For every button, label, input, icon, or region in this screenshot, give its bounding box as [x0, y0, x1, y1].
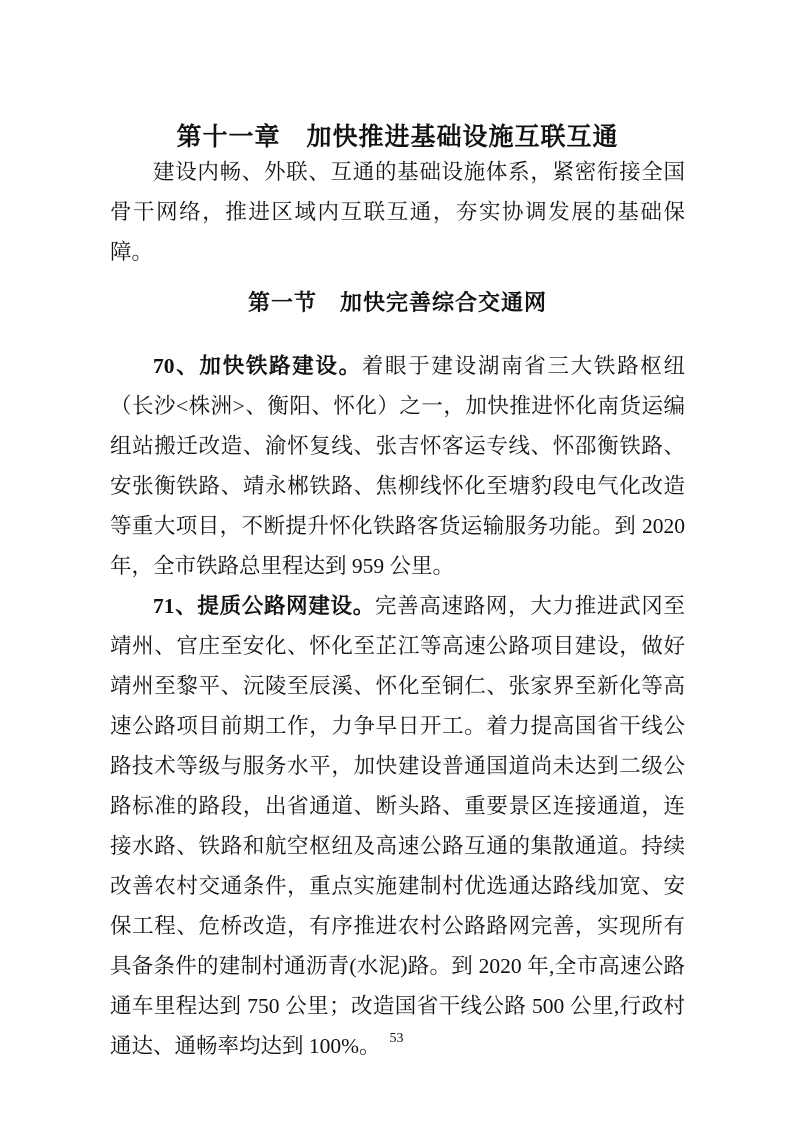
paragraph-70 [110, 346, 685, 586]
page-number: 53 [389, 1031, 404, 1046]
paragraph-70-lead: 70、加快铁路建设。 [153, 354, 362, 378]
section-title: 第一节 加快完善综合交通网 [247, 290, 547, 315]
intro-paragraph: 建设内畅、外联、互通的基础设施体系，紧密衔接全国骨干网络，推进区域内互联互通，夯实协调发展的基础保障。 [110, 160, 685, 264]
chapter-title: 第十一章 加快推进基础设施互联互通 [176, 123, 619, 151]
paragraph-71-body: 完善高速路网，大力推进武冈至靖州、官庄至安化、怀化至芷江等高速公路项目建设，做好靖州至黎平、沅陵至辰溪、怀化至铜仁、张家界至新化等高速公路项目前期工作，力争早日开工。着力提高国省干线公路技术等级与服务水平，加快建设普通国道尚未达到二级公路标准的路段，出省通道、断头路、重要景区连接通道，连接水路、铁路和航空枢纽及高速公路互通的集散通道。持续改善农村交通条件，重点实施建制村优选通达路线加宽、安保工程、危桥改造，有序推进农村公路路网完善，实现所有具备条件的建制村通沥青(水泥)路。到 2020 年,全市高速公路通车里程达到 750 公里；改造国省干线公路 500 公里,行政村通达、通畅率均达到 100%。 [110, 594, 685, 1058]
paragraph-71 [110, 586, 685, 1066]
paragraph-71-lead: 71、提质公路网建设。 [153, 594, 375, 618]
paragraph-70-body: 着眼于建设湖南省三大铁路枢纽（长沙<株洲>、衡阳、怀化）之一，加快推进怀化南货运编组站搬迁改造、渝怀复线、张吉怀客运专线、怀邵衡铁路、安张衡铁路、靖永郴铁路、焦柳线怀化至塘豹段电气化改造等重大项目，不断提升怀化铁路客货运输服务功能。到 2020 年，全市铁路总里程达到 959 公里。 [110, 354, 685, 578]
